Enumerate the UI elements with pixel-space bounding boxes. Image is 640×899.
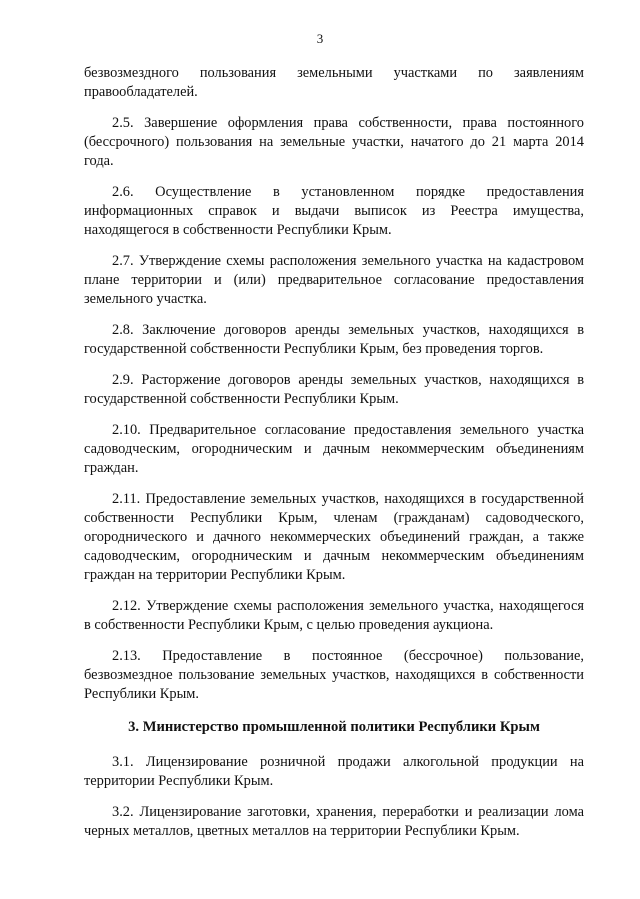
paragraph-2-6: 2.6. Осуществление в установленном порядке предоставления информационных справок и выдачи выписок из Реестра имущества, находящегося в собственности Республики Крым. — [84, 184, 584, 238]
paragraph-2-10: 2.10. Предварительное согласование предоставления земельного участка садоводческим, огородническим и дачным некоммерческим объединениям граждан. — [84, 422, 584, 476]
document-body — [84, 64, 584, 853]
paragraph-3-1: 3.1. Лицензирование розничной продажи алкогольной продукции на территории Республики Крым. — [84, 754, 584, 789]
paragraph-2-7: 2.7. Утверждение схемы расположения земельного участка на кадастровом плане территории и (или) предварительное согласование предоставления земельного участка. — [84, 253, 584, 307]
section-heading: 3. Министерство промышленной политики Республики Крым — [128, 719, 540, 735]
paragraph-2-9: 2.9. Расторжение договоров аренды земельных участков, находящихся в государственной собственности Республики Крым. — [84, 372, 584, 407]
paragraph-continuation: безвозмездного пользования земельными участками по заявлениям правообладателей. — [84, 65, 584, 100]
paragraph-2-13: 2.13. Предоставление в постоянное (бессрочное) пользование, безвозмездное пользование земельных участков, находящихся в собственности Республики Крым. — [84, 648, 584, 702]
paragraph-2-12: 2.12. Утверждение схемы расположения земельного участка, находящегося в собственности Республики Крым, с целью проведения аукциона. — [84, 598, 584, 633]
paragraph-2-11: 2.11. Предоставление земельных участков, находящихся в государственной собственности Республики Крым, членам (гражданам) садоводческого, огороднического и дачного некоммерческих объединений граждан, а также садоводческим, огородническим и дачным некоммерческим объединениям граждан на территории Республики Крым. — [84, 491, 584, 583]
paragraph-2-8: 2.8. Заключение договоров аренды земельных участков, находящихся в государственной собственности Республики Крым, без проведения торгов. — [84, 322, 584, 357]
paragraph-2-5: 2.5. Завершение оформления права собственности, права постоянного (бессрочного) пользования на земельные участки, начатого до 21 марта 2014 года. — [84, 115, 584, 169]
paragraph-3-2: 3.2. Лицензирование заготовки, хранения, переработки и реализации лома черных металлов, цветных металлов на территории Республики Крым. — [84, 804, 584, 839]
page-number: 3 — [316, 31, 324, 46]
